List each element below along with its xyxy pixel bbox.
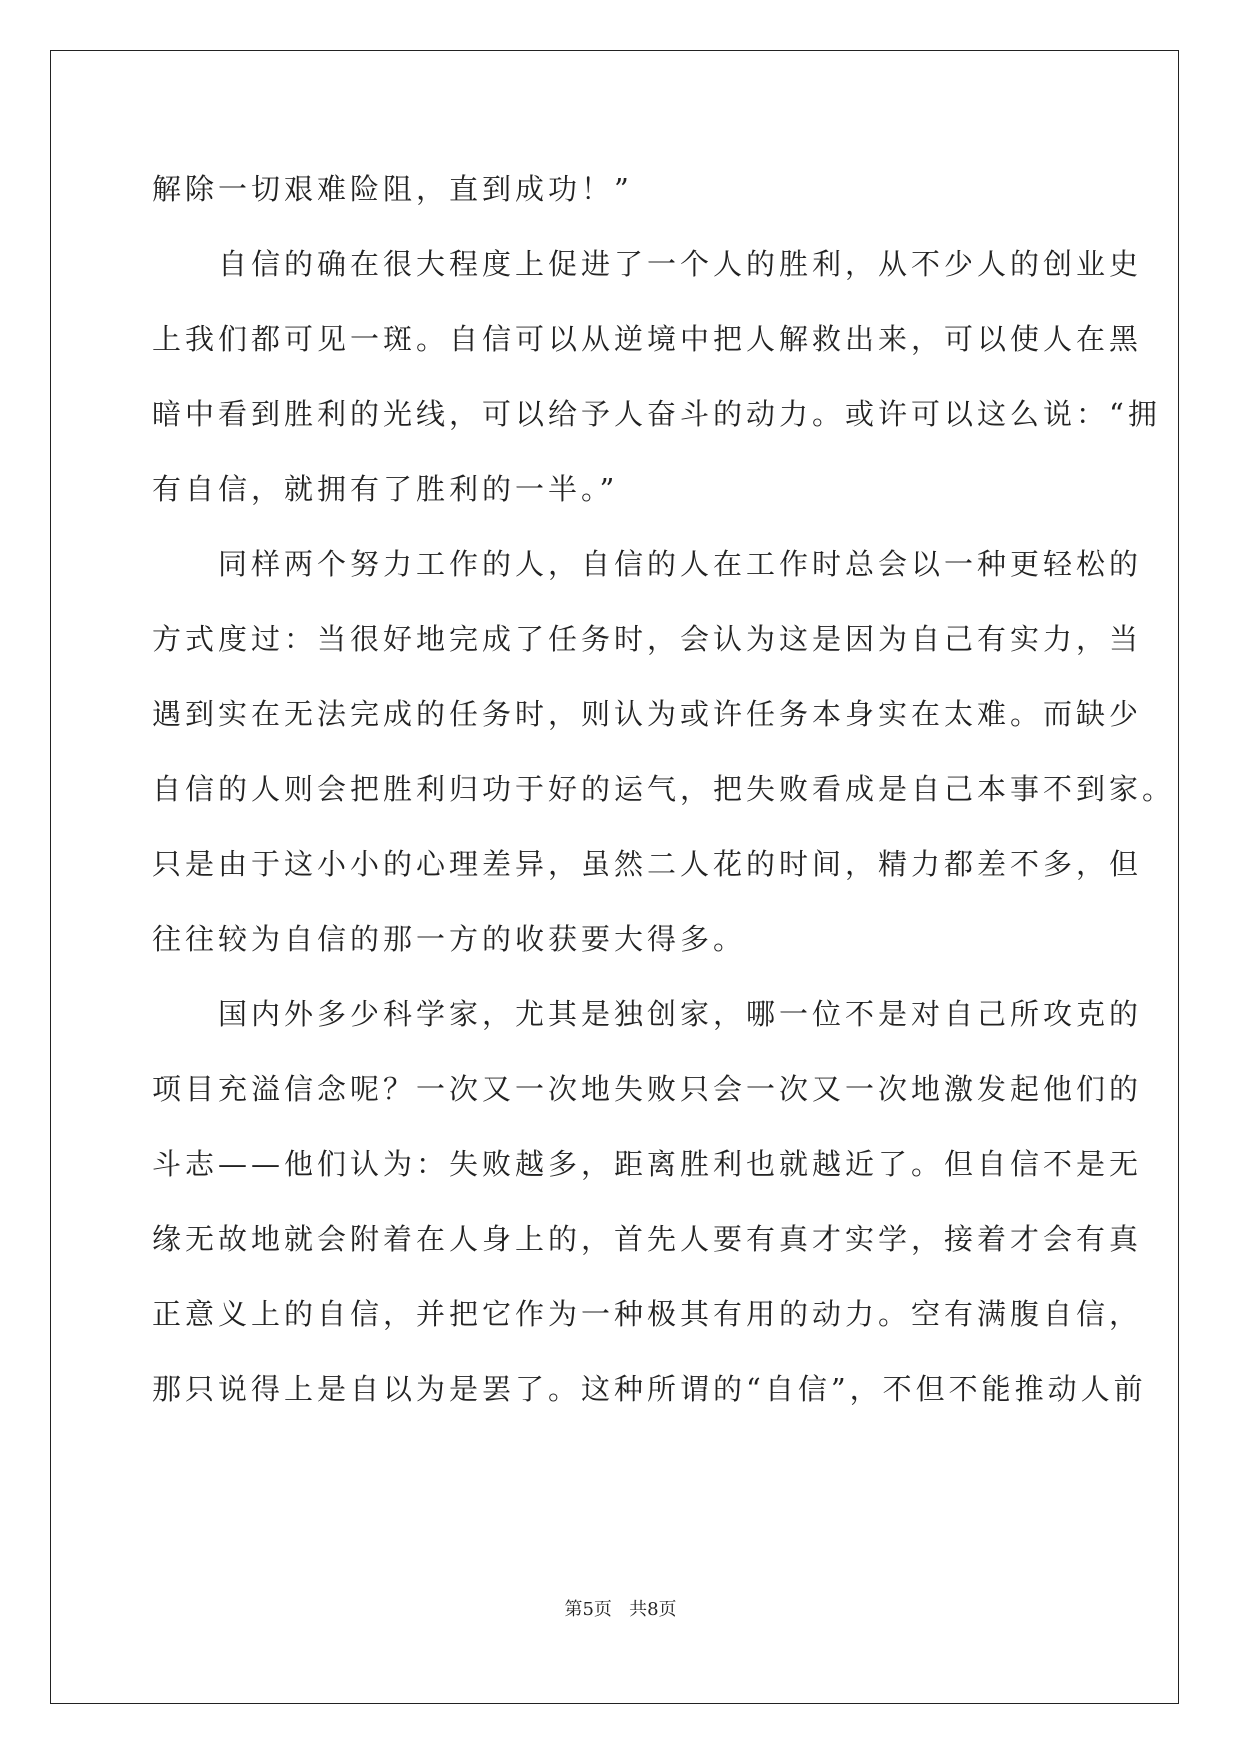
current-page-label: 第5页 <box>564 1599 612 1620</box>
text-line: 国内外多少科学家，尤其是独创家，哪一位不是对自己所攻克的 <box>152 997 1143 1031</box>
text-line: 往往较为自信的那一方的收获要大得多。 <box>152 922 747 956</box>
text-line: 有自信，就拥有了胜利的一半。” <box>152 472 619 506</box>
text-line: 上我们都可见一斑。自信可以从逆境中把人解救出来，可以使人在黑 <box>152 322 1143 356</box>
text-line: 遇到实在无法完成的任务时，则认为或许任务本身实在太难。而缺少 <box>152 697 1143 731</box>
text-line: 只是由于这小小的心理差异，虽然二人花的时间，精力都差不多，但 <box>152 847 1143 881</box>
text-line: 暗中看到胜利的光线，可以给予人奋斗的动力。或许可以这么说：“拥 <box>152 397 1161 431</box>
document-body <box>152 152 1176 1427</box>
page-footer <box>0 1595 1241 1621</box>
text-line: 解除一切艰难险阻，直到成功！” <box>152 172 633 206</box>
text-line: 自信的人则会把胜利归功于好的运气，把失败看成是自己本事不到家。 <box>152 772 1176 806</box>
text-line: 同样两个努力工作的人，自信的人在工作时总会以一种更轻松的 <box>152 547 1143 581</box>
text-line: 那只说得上是自以为是罢了。这种所谓的“自信”，不但不能推动人前 <box>152 1372 1147 1406</box>
text-line: 自信的确在很大程度上促进了一个人的胜利，从不少人的创业史 <box>152 247 1143 281</box>
text-line: 斗志——他们认为：失败越多，距离胜利也就越近了。但自信不是无 <box>152 1147 1143 1181</box>
text-line: 项目充溢信念呢？一次又一次地失败只会一次又一次地激发起他们的 <box>152 1072 1143 1106</box>
text-line: 缘无故地就会附着在人身上的，首先人要有真才实学，接着才会有真 <box>152 1222 1143 1256</box>
text-line: 正意义上的自信，并把它作为一种极其有用的动力。空有满腹自信， <box>152 1297 1143 1331</box>
text-line: 方式度过：当很好地完成了任务时，会认为这是因为自己有实力，当 <box>152 622 1143 656</box>
total-pages-label: 共8页 <box>629 1599 677 1620</box>
